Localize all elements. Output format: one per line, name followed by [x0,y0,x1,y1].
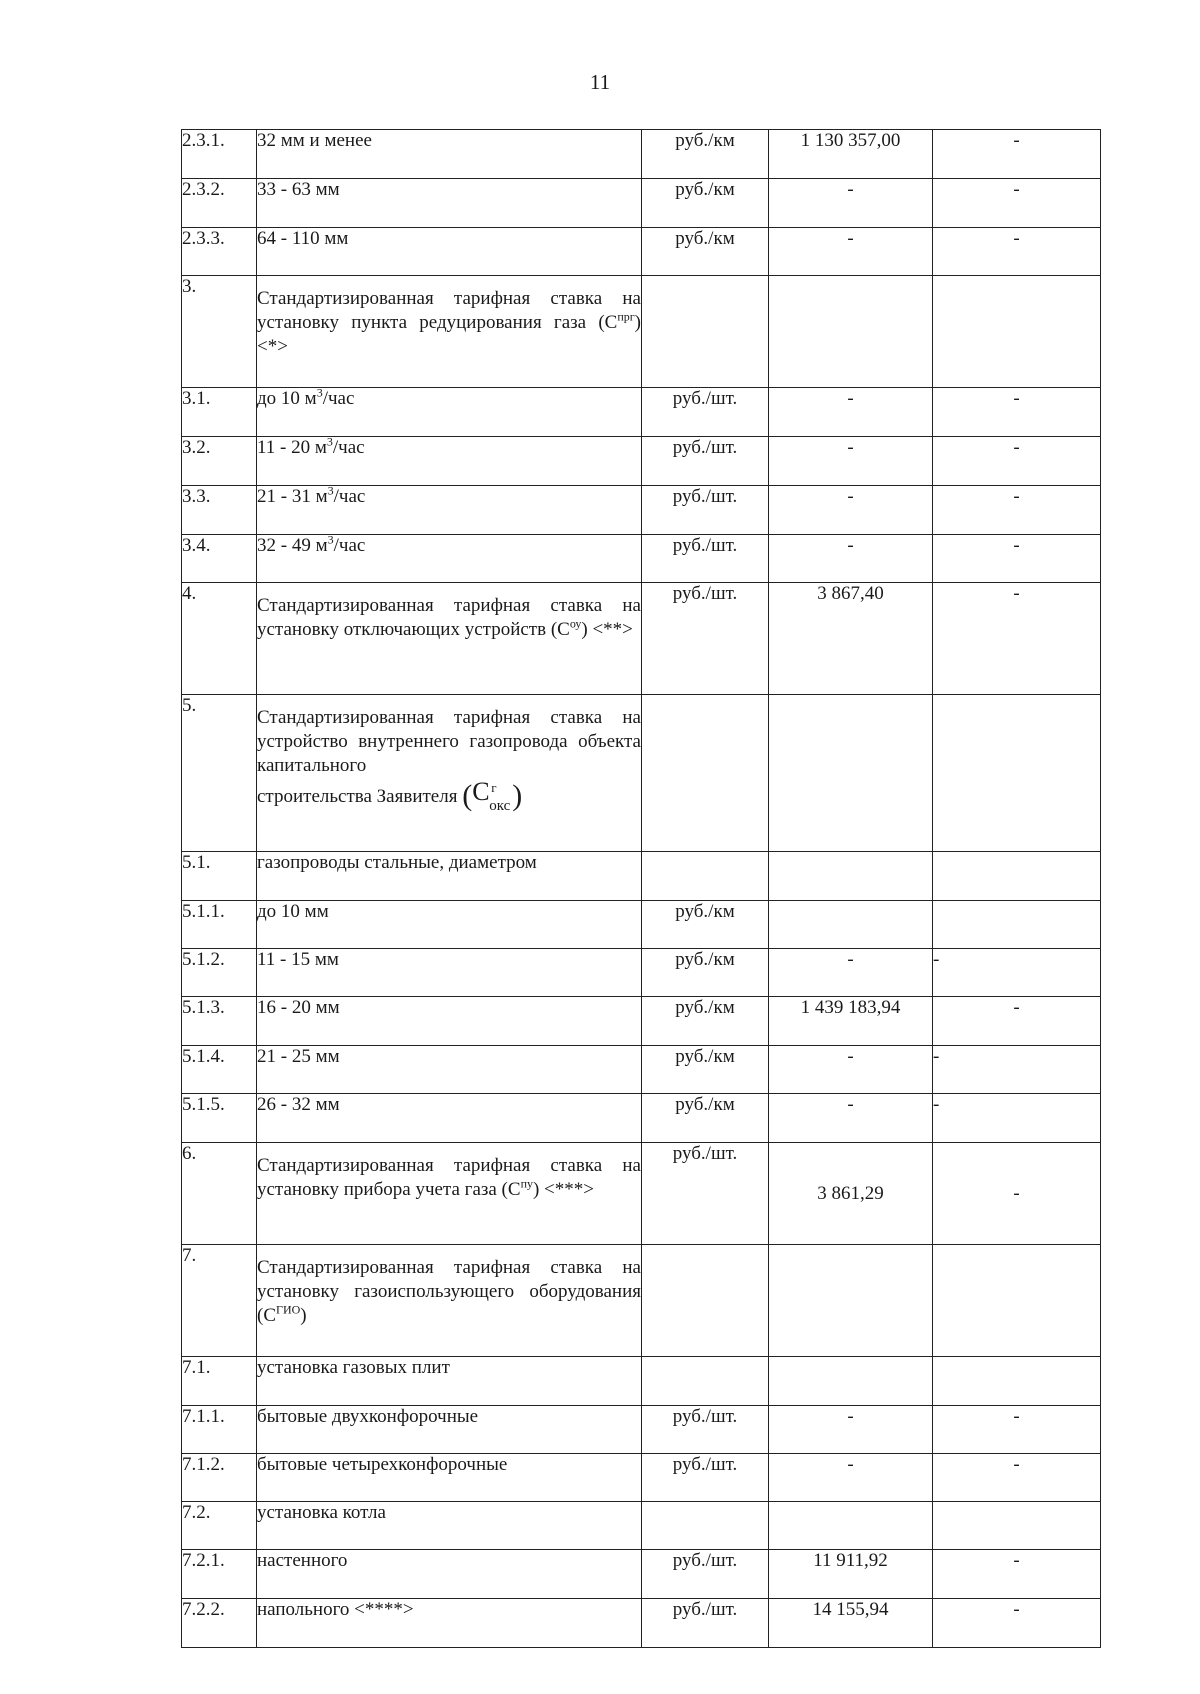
row-description: бытовые четырехконфорочные [257,1454,642,1502]
page-number: 11 [589,70,611,94]
row-unit: руб./шт. [642,583,769,695]
table-row [182,695,1101,852]
row-value-1 [769,276,933,388]
row-unit: руб./км [642,949,769,997]
row-description: 21 - 31 $м^3$/час [257,486,642,535]
row-unit [642,1245,769,1357]
row-unit: руб./км [642,179,769,228]
table-row [182,228,1101,276]
row-value-1: - [769,228,933,276]
table-row [182,388,1101,437]
table-row [182,1094,1101,1143]
table-row [182,437,1101,486]
row-number: 7. [182,1245,257,1357]
row-description: 26 - 32 мм [257,1094,642,1143]
table-row [182,1046,1101,1094]
row-unit: руб./шт. [642,1143,769,1245]
row-number: 7.2. [182,1502,257,1550]
row-value-1 [769,901,933,949]
row-value-2: - [933,1406,1101,1454]
row-value-2 [933,1357,1101,1406]
row-description: газопроводы стальные, диаметром [257,852,642,901]
table-row [182,1550,1101,1599]
table-row [182,1454,1101,1502]
row-description: Стандартизированная тарифная ставка на установку пункта редуцирования газа $(С^{прг})$ <*> [257,276,642,388]
row-unit [642,695,769,852]
table-row [182,1143,1101,1245]
row-number: 3.4. [182,535,257,583]
row-unit: руб./км [642,228,769,276]
table-row [182,179,1101,228]
row-number: 4. [182,583,257,695]
row-unit [642,1502,769,1550]
row-number: 5.1.1. [182,901,257,949]
row-value-1: - [769,179,933,228]
row-value-2 [933,695,1101,852]
row-value-1: 3 867,40 [769,583,933,695]
row-value-1: - [769,1094,933,1143]
row-description: 33 - 63 мм [257,179,642,228]
row-unit: руб./шт. [642,1550,769,1599]
row-number: 5.1.3. [182,997,257,1046]
row-description: бытовые двухконфорочные [257,1406,642,1454]
row-number: 5. [182,695,257,852]
row-number: 5.1. [182,852,257,901]
row-description: Стандартизированная тарифная ставка на установку газоиспользующего оборудования $(С^{ГИО})$ [257,1245,642,1357]
row-description: 11 - 20 $м^3$/час [257,437,642,486]
row-value-1: 3 861,29 [769,1143,933,1245]
row-value-2 [933,1502,1101,1550]
row-description: до 10 мм [257,901,642,949]
row-value-2: - [933,437,1101,486]
table-row [182,949,1101,997]
row-number: 7.2.2. [182,1599,257,1648]
row-value-2 [933,1245,1101,1357]
row-value-2 [933,852,1101,901]
row-unit: руб./шт. [642,535,769,583]
row-value-1: 1 439 183,94 [769,997,933,1046]
row-number: 2.3.3. [182,228,257,276]
row-number: 7.1.1. [182,1406,257,1454]
row-value-1 [769,1502,933,1550]
row-number: 3.2. [182,437,257,486]
table-row [182,997,1101,1046]
table-row [182,1502,1101,1550]
row-value-2: - [933,1143,1101,1245]
row-value-1: - [769,1406,933,1454]
row-unit [642,276,769,388]
row-value-1: 14 155,94 [769,1599,933,1648]
row-unit: руб./км [642,901,769,949]
row-number: 3.1. [182,388,257,437]
row-number: 2.3.2. [182,179,257,228]
row-unit: руб./км [642,1094,769,1143]
row-description: Стандартизированная тарифная ставка на устройство внутреннего газопровода объекта капитального строительства Заявителя ( С г окс ) [257,695,642,852]
row-value-1: - [769,486,933,535]
row-value-2: - [933,1454,1101,1502]
row-unit: руб./шт. [642,437,769,486]
row-unit: руб./км [642,130,769,179]
row-number: 5.1.2. [182,949,257,997]
row-unit: руб./шт. [642,486,769,535]
row-description: 21 - 25 мм [257,1046,642,1094]
tariff-table [181,129,1101,1648]
row-unit: руб./км [642,1046,769,1094]
row-number: 3.3. [182,486,257,535]
row-number: 7.2.1. [182,1550,257,1599]
row-value-2: - [933,949,1101,997]
row-unit: руб./шт. [642,1406,769,1454]
row-value-1: 11 911,92 [769,1550,933,1599]
row-number: 5.1.5. [182,1094,257,1143]
table-row [182,130,1101,179]
row-unit: руб./км [642,997,769,1046]
row-description: установка котла [257,1502,642,1550]
row-unit: руб./шт. [642,388,769,437]
table-row [182,1406,1101,1454]
row-value-1: - [769,535,933,583]
row-description: 16 - 20 мм [257,997,642,1046]
row-value-2 [933,276,1101,388]
row-description: Стандартизированная тарифная ставка на установку отключающих устройств $(С^{оу})$ <**> [257,583,642,695]
table-row [182,1599,1101,1648]
table-row [182,276,1101,388]
row-number: 2.3.1. [182,130,257,179]
row-value-2: - [933,535,1101,583]
row-value-2: - [933,179,1101,228]
row-value-2: - [933,1599,1101,1648]
table-row [182,583,1101,695]
row-value-1: 1 130 357,00 [769,130,933,179]
row-description: напольного <****> [257,1599,642,1648]
row-value-2: - [933,228,1101,276]
row-value-2: - [933,1550,1101,1599]
row-value-2: - [933,583,1101,695]
row-unit [642,852,769,901]
row-number: 7.1. [182,1357,257,1406]
row-number: 7.1.2. [182,1454,257,1502]
row-number: 6. [182,1143,257,1245]
table-row [182,486,1101,535]
row-description: Стандартизированная тарифная ставка на установку прибора учета газа $(С^{пу})$ <***> [257,1143,642,1245]
row-value-1 [769,1357,933,1406]
table-row [182,535,1101,583]
row-value-2: - [933,388,1101,437]
row-description: 32 - 49 $м^3$/час [257,535,642,583]
row-value-1: - [769,437,933,486]
table-row [182,852,1101,901]
row-unit: руб./шт. [642,1454,769,1502]
row-value-1: - [769,388,933,437]
row-value-2: - [933,1046,1101,1094]
row-description: 64 - 110 мм [257,228,642,276]
table-row [182,1357,1101,1406]
row-value-1: - [769,949,933,997]
row-value-2: - [933,997,1101,1046]
row-value-2: - [933,486,1101,535]
row-unit [642,1357,769,1406]
row-value-1 [769,852,933,901]
row-value-1 [769,695,933,852]
row-number: 5.1.4. [182,1046,257,1094]
row-description: настенного [257,1550,642,1599]
row-description: 11 - 15 мм [257,949,642,997]
row-value-1: - [769,1046,933,1094]
row-value-2: - [933,1094,1101,1143]
table-row [182,1245,1101,1357]
table-row [182,901,1101,949]
row-value-1 [769,1245,933,1357]
row-unit: руб./шт. [642,1599,769,1648]
row-description: до 10 $м^3$/час [257,388,642,437]
row-value-2: - [933,130,1101,179]
row-value-1: - [769,1454,933,1502]
row-description: 32 мм и менее [257,130,642,179]
c-oks-symbol: С г окс [472,777,511,814]
row-value-2 [933,901,1101,949]
row-number: 3. [182,276,257,388]
row-description: установка газовых плит [257,1357,642,1406]
